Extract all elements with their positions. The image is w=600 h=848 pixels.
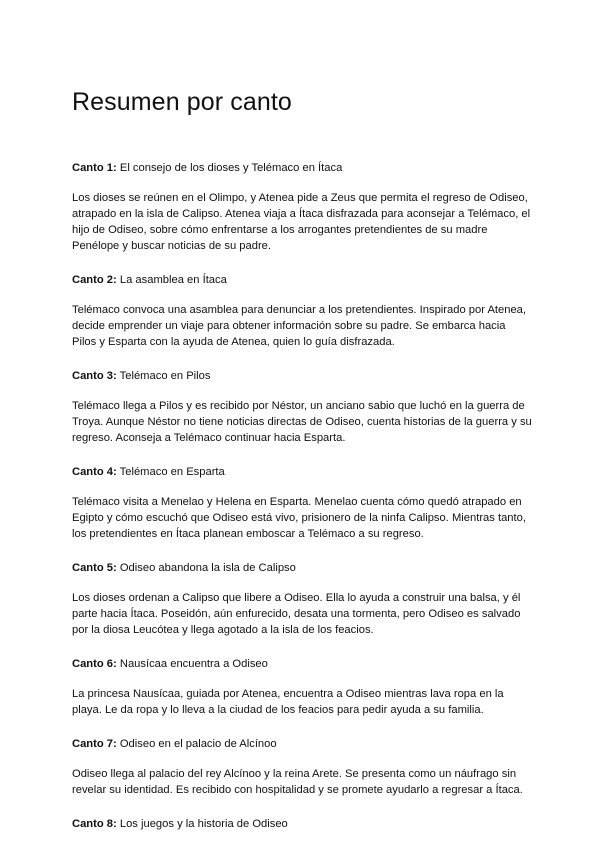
canto-title: Los juegos y la historia de Odiseo: [119, 818, 288, 830]
canto-summary: La princesa Nausícaa, guiada por Atenea, encuentra a Odiseo mientras lava ropa en la playa. Le da ropa y lo lleva a la ciudad de los feacios para pedir ayuda a su familia.: [72, 688, 504, 716]
canto-title: Odiseo abandona la isla de Calipso: [119, 562, 296, 574]
canto-heading: [72, 816, 532, 832]
canto-8-section: [72, 816, 532, 832]
canto-2-section: [72, 272, 532, 350]
canto-1-section: [72, 160, 532, 254]
canto-7-section: [72, 736, 532, 798]
canto-label: Canto 7:: [72, 738, 117, 750]
canto-heading: [72, 272, 532, 288]
canto-label: Canto 1:: [72, 162, 117, 174]
canto-label: Canto 2:: [72, 274, 117, 286]
canto-label: Canto 6:: [72, 658, 117, 670]
canto-heading: [72, 464, 532, 480]
canto-summary: Los dioses ordenan a Calipso que libere a Odiseo. Ella lo ayuda a construir una balsa, y él parte hacia Ítaca. Poseidón, aún enfurecido, desata una tormenta, pero Odiseo es salvado por la diosa Leucótea y llega agotado a la isla de los feacios.: [72, 592, 521, 636]
canto-title: Odiseo en el palacio de Alcínoo: [119, 738, 277, 750]
canto-label: Canto 5:: [72, 562, 117, 574]
canto-heading: [72, 368, 532, 384]
canto-label: Canto 3:: [72, 370, 117, 382]
canto-5-section: [72, 560, 532, 638]
canto-summary: Los dioses se reúnen en el Olimpo, y Atenea pide a Zeus que permita el regreso de Odiseo, atrapado en la isla de Calipso. Atenea viaja a Ítaca disfrazada para aconsejar a Telémaco, el hijo de Odiseo, sobre cómo enfrentarse a los arrogantes pretendientes de su madre Penélope y buscar noticias de su padre.: [72, 192, 531, 252]
canto-heading: [72, 560, 532, 576]
canto-heading: [72, 736, 532, 752]
canto-4-section: [72, 464, 532, 542]
canto-heading: [72, 656, 532, 672]
canto-6-section: [72, 656, 532, 718]
page-title: Resumen por canto: [72, 88, 292, 116]
canto-3-section: [72, 368, 532, 446]
canto-summary: Odiseo llega al palacio del rey Alcínoo y la reina Arete. Se presenta como un náufrago sin revelar su identidad. Es recibido con hospitalidad y se promete ayudarlo a regresar a Ítaca.: [72, 768, 523, 796]
canto-summary: Telémaco visita a Menelao y Helena en Esparta. Menelao cuenta cómo quedó atrapado en Egipto y cómo escuchó que Odiseo está vivo, prisionero de la ninfa Calipso. Mientras tanto, los pretendientes en Ítaca planean emboscar a Telémaco a su regreso.: [72, 496, 526, 540]
canto-heading: [72, 160, 532, 176]
canto-title: El consejo de los dioses y Telémaco en Ítaca: [119, 162, 343, 174]
canto-summary: Telémaco llega a Pilos y es recibido por Néstor, un anciano sabio que luchó en la guerra de Troya. Aunque Néstor no tiene noticias directas de Odiseo, cuenta historias de la guerra y su regreso. Aconseja a Telémaco continuar hacia Esparta.: [72, 400, 532, 444]
canto-summary: Telémaco convoca una asamblea para denunciar a los pretendientes. Inspirado por Atenea, decide emprender un viaje para obtener información sobre su padre. Se embarca hacia Pilos y Esparta con la ayuda de Atenea, quien lo guía disfrazada.: [72, 304, 527, 348]
canto-title: La asamblea en Ítaca: [119, 274, 227, 286]
canto-title: Telémaco en Pilos: [119, 370, 211, 382]
canto-title: Nausícaa encuentra a Odiseo: [119, 658, 268, 670]
document-page: [72, 86, 532, 846]
canto-label: Canto 4:: [72, 466, 117, 478]
canto-label: Canto 8:: [72, 818, 117, 830]
canto-title: Telémaco en Esparta: [119, 466, 225, 478]
